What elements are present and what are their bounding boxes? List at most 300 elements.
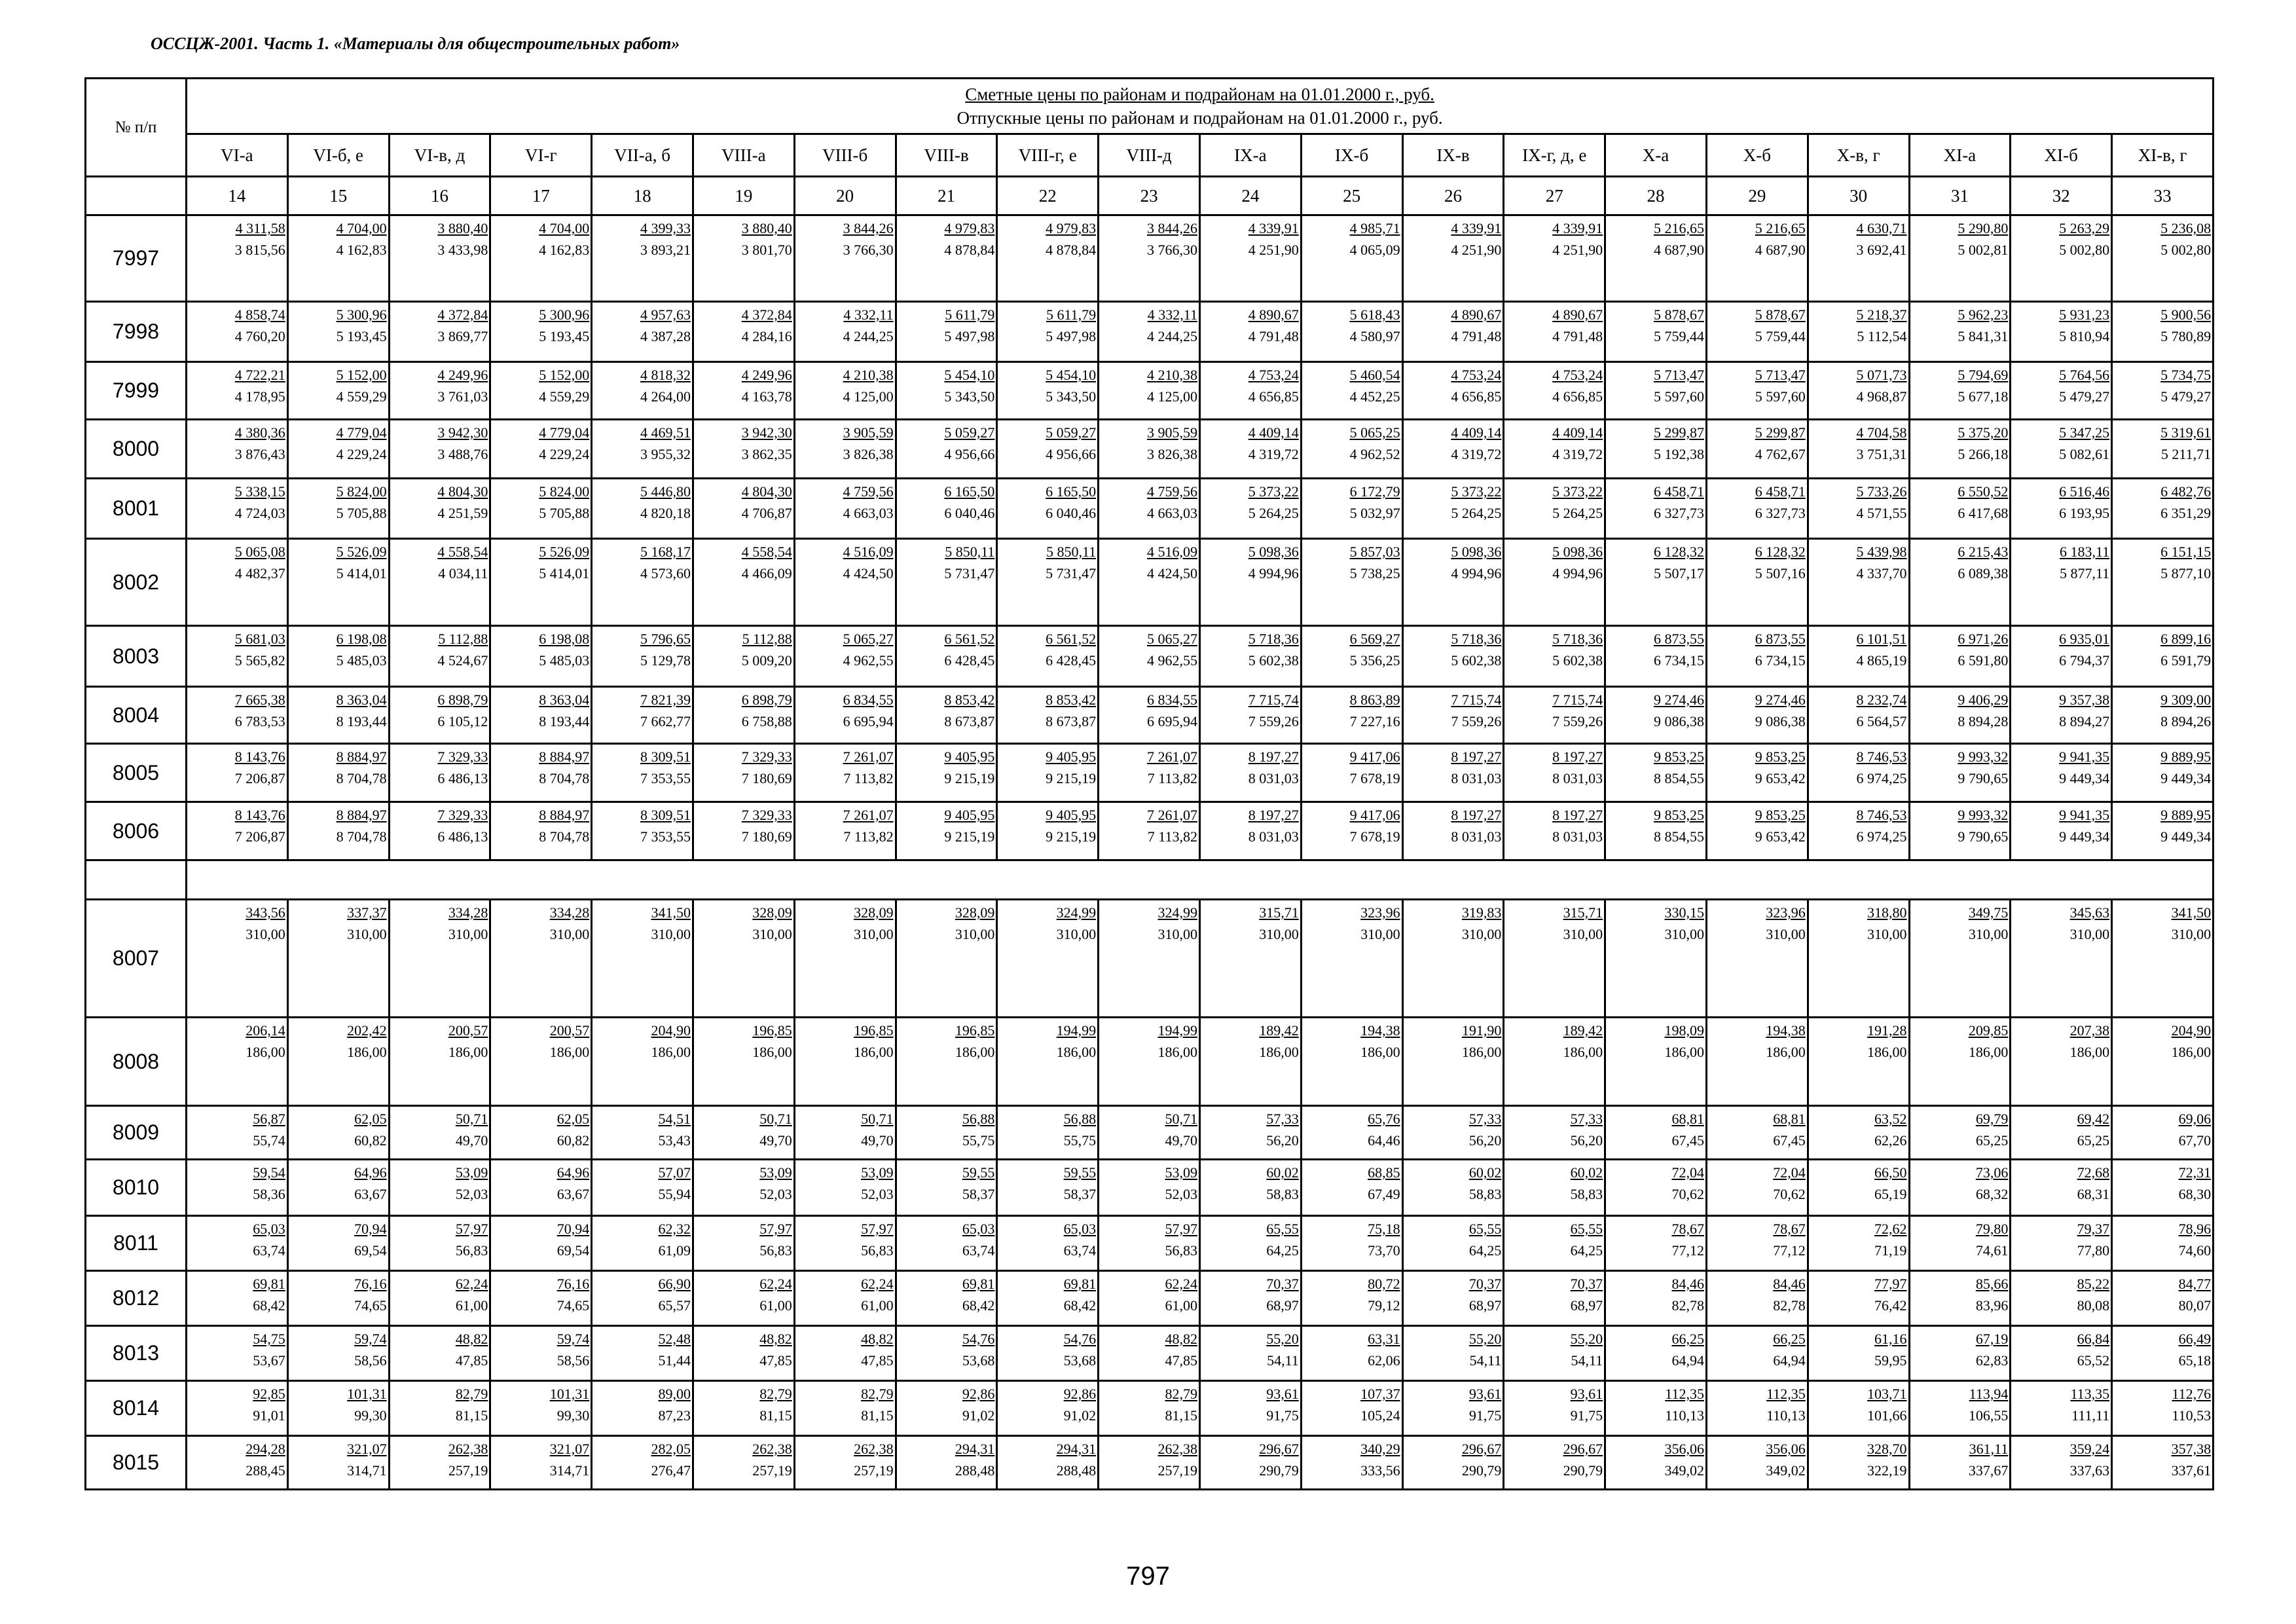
estimate-price: 5 618,43 <box>1349 306 1400 323</box>
price-cell <box>693 687 794 744</box>
estimate-price: 4 516,09 <box>1146 544 1197 560</box>
price-cell <box>1808 362 1909 420</box>
price-cell <box>1808 1216 1909 1271</box>
estimate-price: 54,76 <box>1063 1331 1097 1347</box>
table-row <box>86 626 2214 687</box>
release-prices-title: Отпускные цены по районам и подрайонам на 01.01.2000 г., руб. <box>957 108 1443 128</box>
release-price: 91,02 <box>962 1407 995 1424</box>
release-price: 65,25 <box>1975 1132 2009 1149</box>
release-price: 68,42 <box>962 1297 995 1314</box>
price-cell <box>287 802 389 860</box>
estimate-price: 6 569,27 <box>1349 631 1400 647</box>
release-price: 7 180,69 <box>741 770 792 786</box>
estimate-price: 3 905,59 <box>843 424 894 441</box>
release-price: 91,01 <box>253 1407 285 1424</box>
estimate-price: 7 329,33 <box>437 748 488 765</box>
release-price: 276,47 <box>651 1462 691 1479</box>
release-price: 5 705,88 <box>539 505 590 521</box>
estimate-price: 85,66 <box>1975 1276 2009 1292</box>
release-price: 3 488,76 <box>437 446 488 462</box>
price-cell <box>896 1326 997 1381</box>
release-price: 74,65 <box>556 1297 590 1314</box>
release-price: 54,11 <box>1469 1352 1502 1369</box>
estimate-price: 79,37 <box>2077 1221 2110 1237</box>
section-divider-row <box>86 860 2214 900</box>
estimate-price: 55,20 <box>1266 1331 1299 1347</box>
column-number: 33 <box>2112 177 2214 215</box>
estimate-price: 93,61 <box>1570 1386 1603 1402</box>
estimate-price: 4 779,04 <box>539 424 590 441</box>
table-row <box>86 1436 2214 1490</box>
release-price: 61,00 <box>455 1297 488 1314</box>
release-price: 4 968,87 <box>1856 388 1907 405</box>
estimate-price: 5 681,03 <box>234 631 285 647</box>
price-cell <box>592 1106 693 1160</box>
estimate-price: 6 898,79 <box>437 692 488 708</box>
price-cell <box>1605 687 1707 744</box>
estimate-price: 328,70 <box>1867 1441 1907 1457</box>
column-number: 20 <box>794 177 896 215</box>
estimate-price: 5 218,37 <box>1856 306 1907 323</box>
price-cell <box>287 1160 389 1216</box>
estimate-price: 207,38 <box>2069 1022 2110 1039</box>
price-cell <box>997 1271 1099 1326</box>
column-number: 30 <box>1808 177 1909 215</box>
release-price: 70,62 <box>1671 1186 1704 1202</box>
release-price: 7 559,26 <box>1451 713 1502 729</box>
estimate-price: 6 458,71 <box>1755 483 1806 500</box>
price-cell <box>1504 744 1605 802</box>
release-price: 81,15 <box>455 1407 488 1424</box>
estimate-price: 357,38 <box>2171 1441 2212 1457</box>
release-price: 76,42 <box>1874 1297 1907 1314</box>
price-cell <box>896 1106 997 1160</box>
estimate-price: 72,04 <box>1773 1164 1806 1181</box>
estimate-price: 4 804,30 <box>741 483 792 500</box>
estimate-price: 101,31 <box>347 1386 387 1402</box>
release-price: 56,20 <box>1468 1132 1502 1149</box>
price-cell <box>1099 744 1200 802</box>
estimate-price: 5 216,65 <box>1653 220 1704 236</box>
price-cell <box>1605 900 1707 1018</box>
release-price: 8 031,03 <box>1552 770 1603 786</box>
estimate-price: 206,14 <box>246 1022 285 1039</box>
release-price: 3 815,56 <box>234 242 285 258</box>
price-cell <box>794 539 896 626</box>
price-cell <box>1909 215 2011 302</box>
price-cell <box>1301 802 1402 860</box>
price-cell <box>1909 1271 2011 1326</box>
price-cell <box>1199 802 1301 860</box>
estimate-price: 62,24 <box>1165 1276 1197 1292</box>
estimate-price: 61,16 <box>1874 1331 1907 1347</box>
release-price: 5 343,50 <box>1046 388 1097 405</box>
row-number: 8009 <box>86 1106 187 1160</box>
price-cell <box>490 302 592 362</box>
estimate-price: 5 152,00 <box>539 367 590 383</box>
estimate-price: 6 935,01 <box>2059 631 2110 647</box>
estimate-price: 5 526,09 <box>539 544 590 560</box>
column-number: 14 <box>187 177 288 215</box>
price-cell <box>997 1018 1099 1106</box>
price-cell <box>592 1216 693 1271</box>
price-cell <box>1199 626 1301 687</box>
release-price: 68,42 <box>253 1297 285 1314</box>
release-price: 4 319,72 <box>1552 446 1603 462</box>
price-cell <box>1099 1216 1200 1271</box>
estimate-price: 60,02 <box>1266 1164 1299 1181</box>
release-price: 9 086,38 <box>1653 713 1704 729</box>
price-cell <box>287 1216 389 1271</box>
region-header: IX-г, д, е <box>1504 134 1605 177</box>
price-cell <box>389 539 490 626</box>
estimate-price: 334,28 <box>549 904 590 921</box>
release-price: 53,68 <box>962 1352 995 1369</box>
estimate-price: 262,38 <box>854 1441 894 1457</box>
price-cell <box>1909 744 2011 802</box>
price-cell <box>287 1271 389 1326</box>
estimate-price: 4 704,58 <box>1856 424 1907 441</box>
estimate-price: 324,99 <box>1056 904 1097 921</box>
release-price: 61,00 <box>1165 1297 1197 1314</box>
estimate-price: 66,50 <box>1874 1164 1907 1181</box>
price-cell <box>1099 1326 1200 1381</box>
price-cell <box>490 1271 592 1326</box>
region-header: X-в, г <box>1808 134 1909 177</box>
release-price: 3 862,35 <box>741 446 792 462</box>
estimate-price: 5 878,67 <box>1755 306 1806 323</box>
release-price: 186,00 <box>1563 1044 1603 1060</box>
price-cell <box>1301 1381 1402 1436</box>
estimate-price: 6 482,76 <box>2160 483 2212 500</box>
price-cell <box>1301 900 1402 1018</box>
estimate-price: 5 454,10 <box>944 367 995 383</box>
estimate-price: 7 261,07 <box>1146 748 1197 765</box>
price-cell <box>1099 687 1200 744</box>
release-price: 4 251,90 <box>1552 242 1603 258</box>
release-price: 7 662,77 <box>640 713 691 729</box>
release-price: 9 653,42 <box>1755 828 1806 845</box>
price-cell <box>1808 539 1909 626</box>
release-price: 9 790,65 <box>1958 770 2009 786</box>
price-cell <box>1402 479 1504 539</box>
estimate-price: 9 889,95 <box>2160 807 2212 823</box>
price-cell <box>1099 626 1200 687</box>
release-price: 55,74 <box>253 1132 285 1149</box>
price-cell <box>1504 420 1605 479</box>
price-cell <box>896 1216 997 1271</box>
release-price: 5 738,25 <box>1349 565 1400 581</box>
release-price: 55,75 <box>1063 1132 1097 1149</box>
release-price: 4 229,24 <box>539 446 590 462</box>
release-price: 4 962,55 <box>1146 652 1197 669</box>
price-cell <box>1099 1106 1200 1160</box>
price-cell <box>1301 362 1402 420</box>
release-price: 56,20 <box>1570 1132 1603 1149</box>
price-cell <box>1199 1160 1301 1216</box>
release-price: 4 878,84 <box>1046 242 1097 258</box>
estimate-price: 5 059,27 <box>944 424 995 441</box>
release-price: 310,00 <box>1259 926 1299 942</box>
estimate-price: 84,46 <box>1671 1276 1704 1292</box>
price-cell <box>1099 900 1200 1018</box>
release-price: 91,75 <box>1570 1407 1603 1424</box>
release-price: 111,11 <box>2071 1407 2110 1424</box>
price-cell <box>187 362 288 420</box>
estimate-price: 8 884,97 <box>336 807 387 823</box>
release-price: 5 192,38 <box>1653 446 1704 462</box>
row-number: 8004 <box>86 687 187 744</box>
estimate-price: 9 853,25 <box>1755 748 1806 765</box>
estimate-price: 4 858,74 <box>234 306 285 323</box>
price-cell <box>1199 744 1301 802</box>
release-price: 3 766,30 <box>1146 242 1197 258</box>
release-price: 4 284,16 <box>741 328 792 344</box>
estimate-price: 5 319,61 <box>2160 424 2212 441</box>
release-price: 6 486,13 <box>437 828 488 845</box>
price-cell <box>389 479 490 539</box>
estimate-price: 6 971,26 <box>1958 631 2009 647</box>
estimate-price: 8 143,76 <box>234 748 285 765</box>
price-cell <box>2112 215 2214 302</box>
release-price: 310,00 <box>2171 926 2212 942</box>
estimate-price: 5 236,08 <box>2160 220 2212 236</box>
price-cell <box>1402 1271 1504 1326</box>
estimate-price: 56,88 <box>962 1111 995 1127</box>
price-cell <box>1504 1106 1605 1160</box>
price-cell <box>1605 1381 1707 1436</box>
estimate-price: 68,81 <box>1773 1111 1806 1127</box>
estimate-price: 319,83 <box>1461 904 1502 921</box>
price-cell <box>1605 802 1707 860</box>
estimate-price: 65,55 <box>1266 1221 1299 1237</box>
price-cell <box>592 1018 693 1106</box>
release-price: 186,00 <box>2069 1044 2110 1060</box>
price-cell <box>592 1381 693 1436</box>
estimate-price: 8 884,97 <box>539 748 590 765</box>
price-cell <box>896 215 997 302</box>
table-row <box>86 302 2214 362</box>
price-cell <box>187 539 288 626</box>
release-price: 4 687,90 <box>1755 242 1806 258</box>
release-price: 58,83 <box>1468 1186 1502 1202</box>
estimate-price: 4 704,00 <box>336 220 387 236</box>
estimate-price: 48,82 <box>861 1331 894 1347</box>
estimate-price: 77,97 <box>1874 1276 1907 1292</box>
estimate-price: 5 290,80 <box>1958 220 2009 236</box>
release-price: 7 678,19 <box>1349 828 1400 845</box>
price-cell <box>693 802 794 860</box>
row-number: 8015 <box>86 1436 187 1490</box>
price-cell <box>997 802 1099 860</box>
region-header: X-б <box>1706 134 1808 177</box>
release-price: 186,00 <box>1259 1044 1299 1060</box>
estimate-price: 5 300,96 <box>539 306 590 323</box>
release-price: 186,00 <box>651 1044 691 1060</box>
estimate-price: 328,09 <box>955 904 995 921</box>
price-cell <box>2011 479 2112 539</box>
release-price: 62,26 <box>1874 1132 1907 1149</box>
release-price: 9 449,34 <box>2059 770 2110 786</box>
price-cell <box>1605 215 1707 302</box>
region-header: XI-б <box>2011 134 2112 177</box>
price-cell <box>592 626 693 687</box>
release-price: 7 559,26 <box>1248 713 1299 729</box>
price-cell <box>1909 900 2011 1018</box>
blank-cell <box>187 860 2214 900</box>
price-cell <box>490 1160 592 1216</box>
estimate-price: 4 804,30 <box>437 483 488 500</box>
release-price: 51,44 <box>658 1352 691 1369</box>
estimate-price: 8 197,27 <box>1552 807 1603 823</box>
estimate-price: 9 993,32 <box>1958 807 2009 823</box>
release-price: 58,56 <box>556 1352 590 1369</box>
estimate-price: 9 274,46 <box>1653 692 1704 708</box>
estimate-price: 4 558,54 <box>741 544 792 560</box>
release-price: 68,97 <box>1570 1297 1603 1314</box>
price-cell <box>2011 1160 2112 1216</box>
estimate-price: 57,07 <box>658 1164 691 1181</box>
release-price: 4 865,19 <box>1856 652 1907 669</box>
release-price: 8 193,44 <box>539 713 590 729</box>
estimate-price: 4 210,38 <box>1146 367 1197 383</box>
estimate-price: 6 172,79 <box>1349 483 1400 500</box>
estimate-price: 4 890,67 <box>1552 306 1603 323</box>
estimate-price: 5 718,36 <box>1552 631 1603 647</box>
price-cell <box>997 479 1099 539</box>
price-cell <box>2011 1018 2112 1106</box>
price-cell <box>794 420 896 479</box>
estimate-price: 6 561,52 <box>1046 631 1097 647</box>
estimate-price: 70,94 <box>354 1221 387 1237</box>
release-price: 337,63 <box>2069 1462 2110 1479</box>
estimate-price: 57,97 <box>1165 1221 1197 1237</box>
column-number: 26 <box>1402 177 1504 215</box>
estimate-price: 6 165,50 <box>944 483 995 500</box>
price-cell <box>1402 1326 1504 1381</box>
table-row <box>86 1160 2214 1216</box>
estimate-price: 8 197,27 <box>1552 748 1603 765</box>
estimate-price: 198,09 <box>1664 1022 1704 1039</box>
estimate-price: 48,82 <box>455 1331 488 1347</box>
estimate-price: 323,96 <box>1360 904 1400 921</box>
release-price: 4 559,29 <box>539 388 590 405</box>
release-price: 4 956,66 <box>944 446 995 462</box>
price-cell <box>1504 1216 1605 1271</box>
release-price: 68,31 <box>2077 1186 2110 1202</box>
release-price: 349,02 <box>1664 1462 1704 1479</box>
release-price: 6 794,37 <box>2059 652 2110 669</box>
release-price: 56,83 <box>455 1242 488 1259</box>
estimate-price: 4 979,83 <box>944 220 995 236</box>
release-price: 4 162,83 <box>539 242 590 258</box>
estimate-price: 7 715,74 <box>1451 692 1502 708</box>
release-price: 3 766,30 <box>843 242 894 258</box>
estimate-price: 9 853,25 <box>1653 807 1704 823</box>
price-cell <box>1199 1436 1301 1490</box>
price-cell <box>1909 1160 2011 1216</box>
price-cell <box>187 744 288 802</box>
estimate-price: 69,42 <box>2077 1111 2110 1127</box>
price-cell <box>389 626 490 687</box>
release-price: 4 962,52 <box>1349 446 1400 462</box>
estimate-price: 7 665,38 <box>234 692 285 708</box>
estimate-price: 5 454,10 <box>1046 367 1097 383</box>
release-price: 6 974,25 <box>1856 770 1907 786</box>
price-cell <box>1402 687 1504 744</box>
estimate-price: 5 850,11 <box>945 544 995 560</box>
price-cell <box>1706 1326 1808 1381</box>
release-price: 4 319,72 <box>1451 446 1502 462</box>
estimate-price: 65,55 <box>1570 1221 1603 1237</box>
estimate-price: 4 332,11 <box>843 306 894 323</box>
release-price: 6 486,13 <box>437 770 488 786</box>
price-cell <box>2011 1216 2112 1271</box>
release-price: 47,85 <box>759 1352 792 1369</box>
estimate-price: 8 746,53 <box>1856 748 1907 765</box>
price-cell <box>2011 1326 2112 1381</box>
release-price: 65,52 <box>2077 1352 2110 1369</box>
estimate-price: 8 197,27 <box>1451 748 1502 765</box>
price-cell <box>1808 1160 1909 1216</box>
estimate-price: 296,67 <box>1461 1441 1502 1457</box>
table-row <box>86 1381 2214 1436</box>
price-cell <box>592 302 693 362</box>
estimate-price: 4 779,04 <box>336 424 387 441</box>
price-cell <box>997 1326 1099 1381</box>
estimate-price: 8 853,42 <box>944 692 995 708</box>
estimate-price: 5 071,73 <box>1856 367 1907 383</box>
release-price: 8 031,03 <box>1248 770 1299 786</box>
column-number: 31 <box>1909 177 2011 215</box>
release-price: 91,75 <box>1266 1407 1299 1424</box>
release-price: 87,23 <box>658 1407 691 1424</box>
estimate-price: 5 824,00 <box>336 483 387 500</box>
release-price: 6 974,25 <box>1856 828 1907 845</box>
estimate-price: 5 299,87 <box>1653 424 1704 441</box>
release-price: 5 009,20 <box>741 652 792 669</box>
release-price: 5 597,60 <box>1755 388 1806 405</box>
price-cell <box>896 802 997 860</box>
release-price: 53,68 <box>1063 1352 1097 1369</box>
price-cell <box>287 302 389 362</box>
price-cell <box>1504 302 1605 362</box>
price-cell <box>1706 420 1808 479</box>
estimate-price: 4 704,00 <box>539 220 590 236</box>
table-row <box>86 687 2214 744</box>
estimate-price: 4 759,56 <box>1146 483 1197 500</box>
price-cell <box>2112 1326 2214 1381</box>
estimate-price: 6 834,55 <box>1146 692 1197 708</box>
price-cell <box>187 420 288 479</box>
price-cell <box>896 1160 997 1216</box>
release-price: 63,74 <box>253 1242 285 1259</box>
region-header: X-а <box>1605 134 1707 177</box>
release-price: 310,00 <box>651 926 691 942</box>
price-cell <box>1199 687 1301 744</box>
release-price: 310,00 <box>854 926 894 942</box>
estimate-price: 113,35 <box>2070 1386 2110 1402</box>
estimate-price: 5 794,69 <box>1958 367 2009 383</box>
price-cell <box>389 1106 490 1160</box>
estimate-price: 7 261,07 <box>843 807 894 823</box>
estimate-price: 9 993,32 <box>1958 748 2009 765</box>
price-cell <box>794 1106 896 1160</box>
estimate-price: 196,85 <box>854 1022 894 1039</box>
estimate-price: 189,42 <box>1563 1022 1603 1039</box>
price-cell <box>1301 420 1402 479</box>
price-cell <box>490 1018 592 1106</box>
